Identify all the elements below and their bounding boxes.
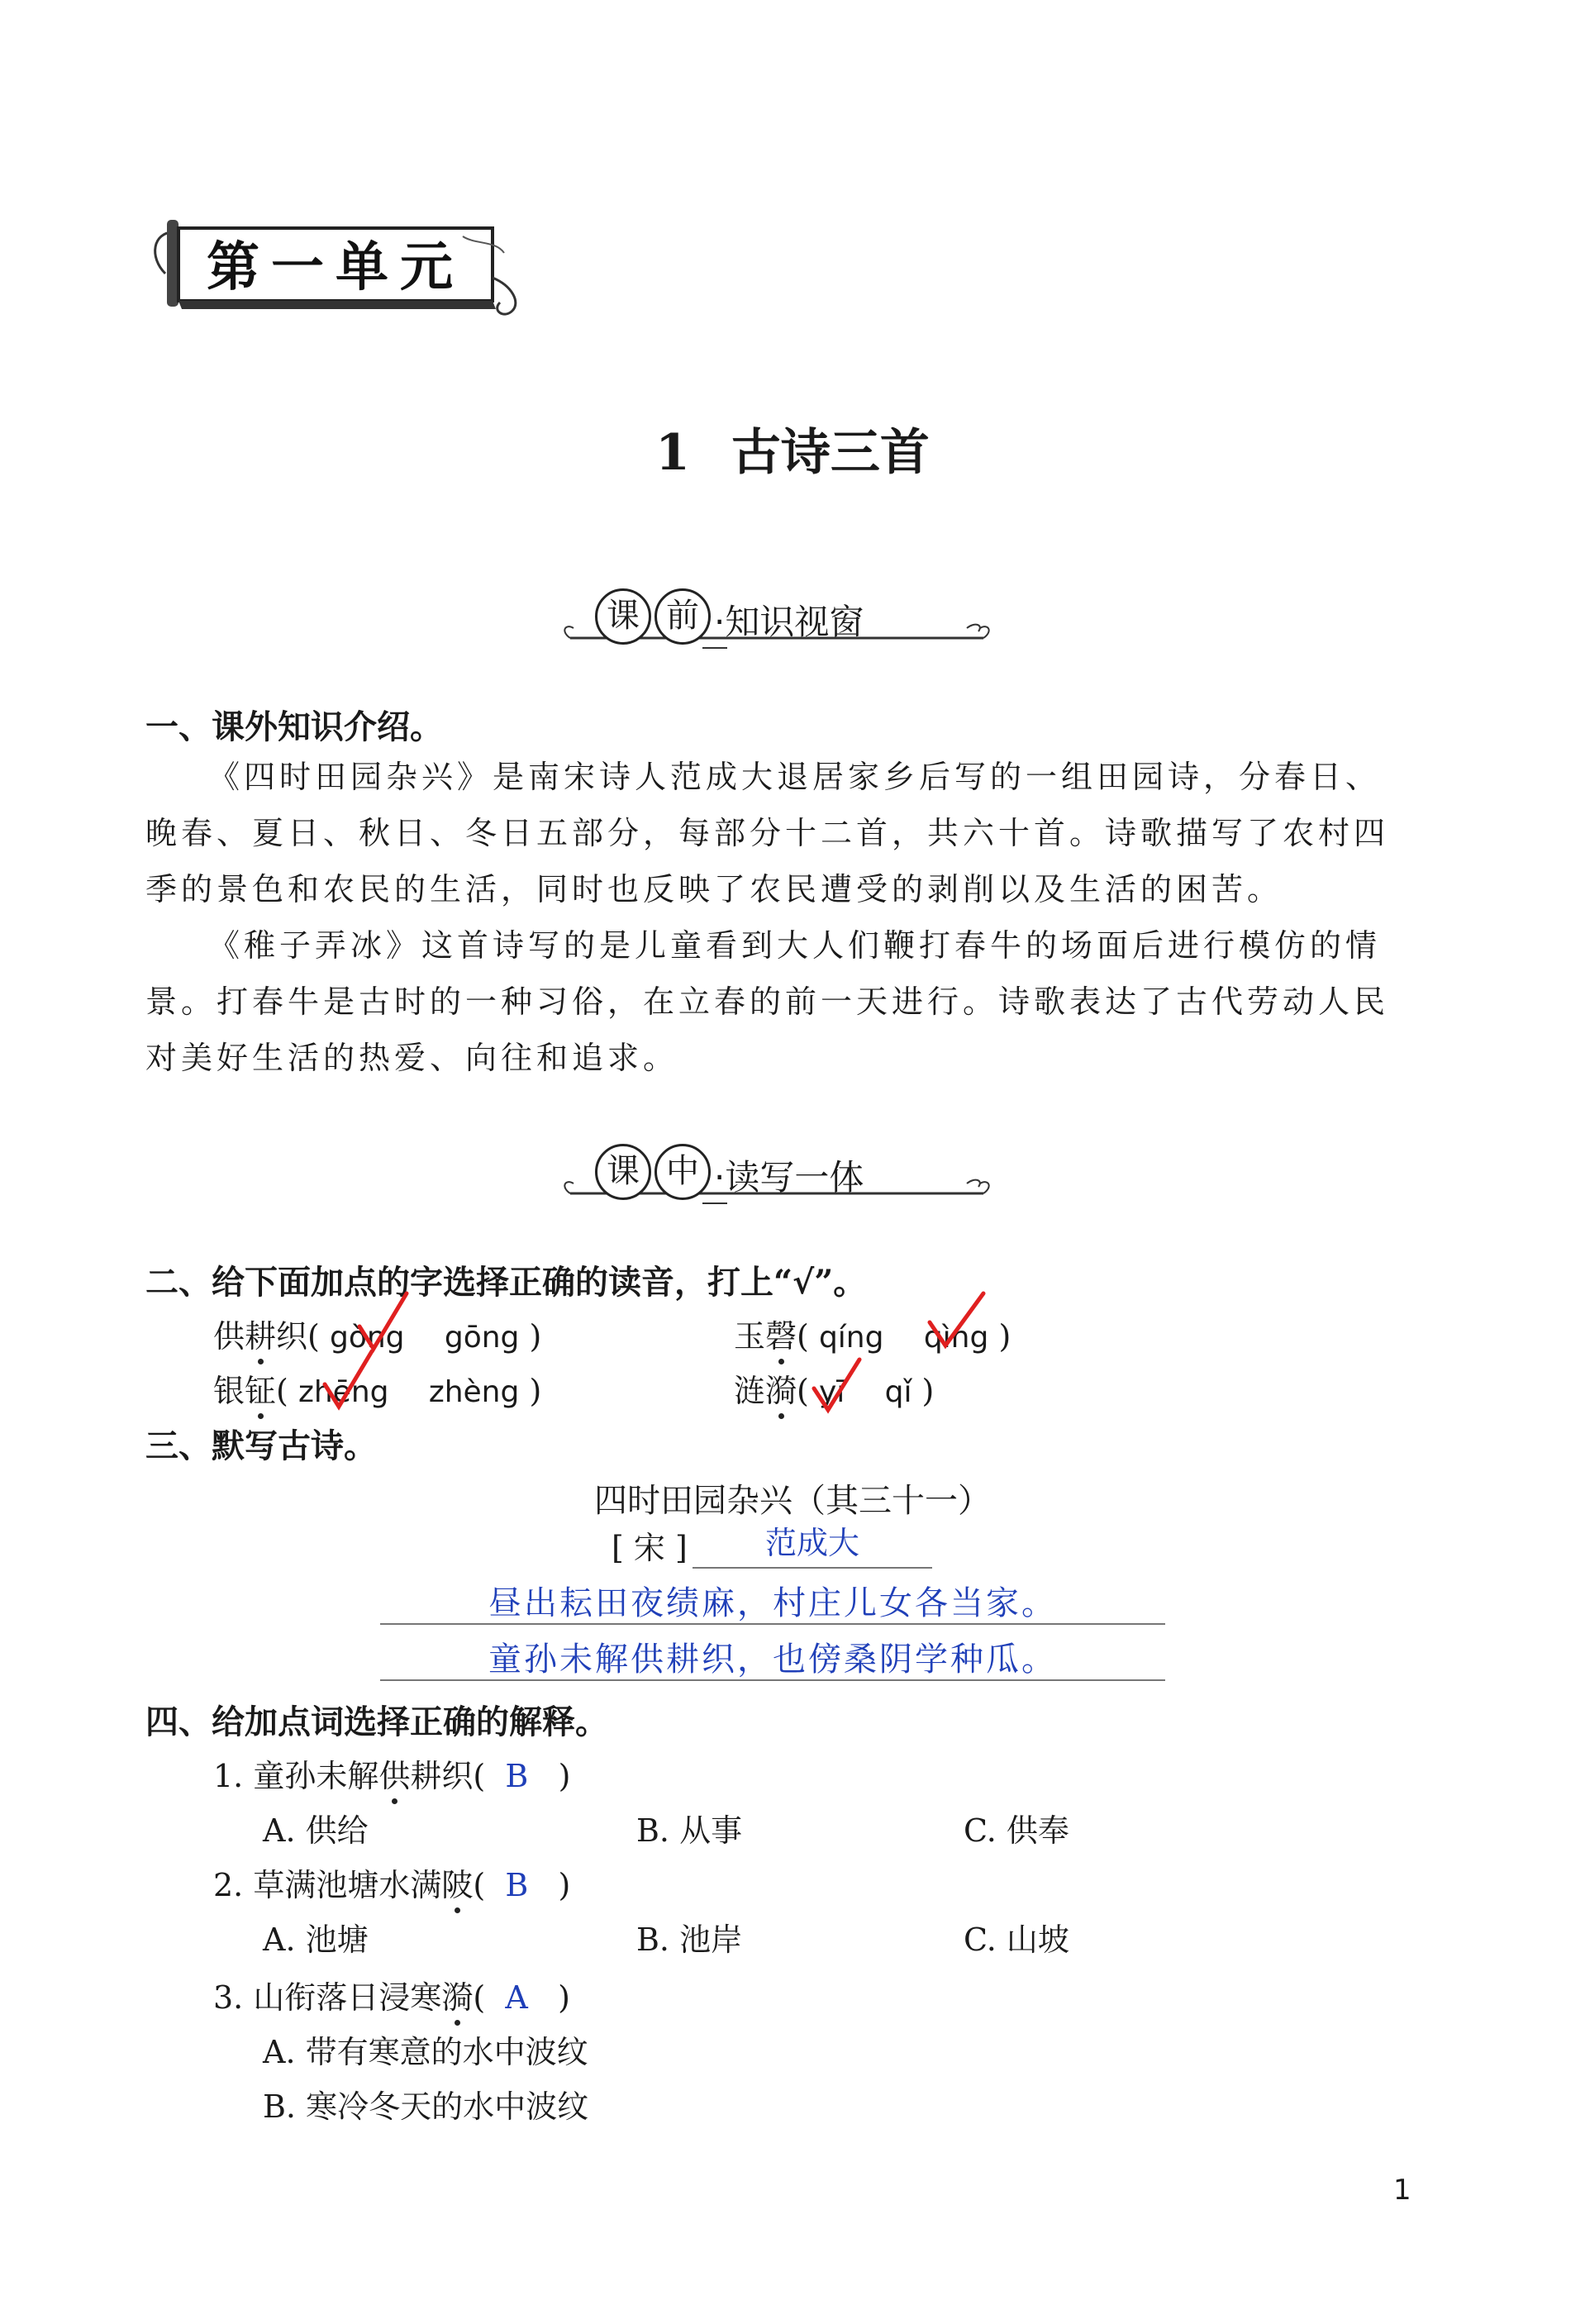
question-4-heading: 四、给加点词选择正确的解释。 <box>145 1703 608 1741</box>
dotted-char: 漪 <box>765 1373 797 1409</box>
pinyin-option: gòng <box>329 1321 405 1355</box>
item-text: 耕织 <box>410 1758 474 1794</box>
option: C. 山坡 <box>964 1922 1069 1958</box>
question-2-heading: 二、给下面加点的字选择正确的读音，打上“√”。 <box>145 1263 867 1302</box>
section-circle-char: 课 <box>595 1144 651 1200</box>
author-answer: 范成大 <box>764 1525 859 1561</box>
section-circle-char: 前 <box>654 588 711 645</box>
pinyin-option: gōng <box>444 1321 520 1355</box>
dotted-char: 磬 <box>765 1318 797 1355</box>
paren: ) <box>529 1318 542 1355</box>
paren: ) <box>529 1373 542 1409</box>
q4-item: 2. 草满池塘水满陂( B ) <box>213 1867 571 1903</box>
word-char: 玉 <box>734 1318 766 1355</box>
section-title: ·知识视窗 <box>714 602 864 642</box>
option: B. 从事 <box>636 1812 743 1849</box>
paren: ) <box>998 1318 1011 1355</box>
item-number: 2. <box>213 1867 244 1903</box>
check-mark-icon <box>923 1289 992 1355</box>
section-title: ·读写一体 <box>714 1157 864 1198</box>
pinyin-option: zhèng <box>428 1375 520 1409</box>
author-underline <box>693 1567 932 1569</box>
pinyin-option: qíng <box>818 1321 884 1355</box>
item-number: 1. <box>213 1758 244 1794</box>
section-header-in-class <box>562 1132 992 1231</box>
item-text: 山衔落日浸寒 <box>253 1979 442 2016</box>
word-char: 织 <box>276 1318 308 1355</box>
paren: ( <box>797 1318 809 1355</box>
option: C. 供奉 <box>964 1812 1069 1849</box>
dotted-char: 漪 <box>441 1979 474 2016</box>
option: B. 寒冷冬天的水中波纹 <box>263 2088 589 2125</box>
question-3-heading: 三、默写古诗。 <box>145 1426 377 1465</box>
bracket: ] <box>675 1530 688 1566</box>
check-mark-icon <box>321 1347 378 1413</box>
lesson-title <box>0 413 1585 484</box>
item-text: 童孙未解 <box>253 1758 379 1794</box>
poem-line-rule <box>380 1623 1165 1625</box>
dotted-char: 耕 <box>245 1318 277 1355</box>
item-text: 草满池塘水满 <box>253 1867 442 1903</box>
answer-letter: A <box>505 1979 528 2016</box>
poem-title: 四时田园杂兴（其三十一） <box>594 1482 991 1520</box>
question-1-heading: 一、课外知识介绍。 <box>145 707 443 746</box>
word-char: 涟 <box>734 1373 766 1409</box>
paragraph: 《四时田园杂兴》是南宋诗人范成大退居家乡后写的一组田园诗，分春日、晚春、夏日、秋日、冬日五部分，每部分十二首，共六十首。诗歌描写了农村四季的景色和农民的生活，同时也反映了农民遭受的剥削以及生活的困苦。 <box>145 759 1390 907</box>
pinyin-option: zhēng <box>297 1375 389 1409</box>
word-char: 供 <box>213 1318 245 1355</box>
paren: ( <box>797 1373 809 1409</box>
q4-item: 1. 童孙未解供耕织( B ) <box>213 1758 571 1794</box>
section-circle-char: 课 <box>595 588 651 645</box>
paragraph: 《稚子弄冰》这首诗写的是儿童看到大人们鞭打春牛的场面后进行模仿的情景。打春牛是古时的一种习俗，在立春的前一天进行。诗歌表达了古代劳动人民对美好生活的热爱、向往和追求。 <box>145 927 1390 1076</box>
check-mark-icon <box>810 1355 868 1422</box>
poem-dynasty <box>612 1522 688 1568</box>
paren: ( <box>276 1373 288 1409</box>
option: A. 池塘 <box>263 1922 369 1958</box>
poem-line-rule <box>380 1679 1165 1681</box>
option: B. 池岸 <box>636 1922 743 1958</box>
word-char: 银 <box>213 1373 245 1409</box>
option: A. 带有寒意的水中波纹 <box>263 2034 588 2070</box>
check-mark-icon <box>355 1289 413 1355</box>
dotted-char: 供 <box>378 1758 411 1794</box>
pinyin-option: yī <box>818 1375 845 1409</box>
section-header-before-class <box>562 577 992 676</box>
dotted-char: 陂 <box>441 1867 474 1903</box>
paren: ) <box>921 1373 935 1409</box>
page-number: 1 <box>1393 2174 1411 2207</box>
section-circle-char: 中 <box>654 1144 711 1200</box>
pinyin-option: qǐ <box>884 1375 912 1409</box>
item-number: 3. <box>213 1979 244 2016</box>
dynasty-text: 宋 <box>633 1530 665 1566</box>
question-1-text <box>145 749 1410 1086</box>
lesson-name: 古诗三首 <box>731 424 930 482</box>
answer-letter: B <box>505 1758 529 1794</box>
pinyin-option: qìng <box>923 1321 989 1355</box>
poem-line-answer: 童孙未解供耕织，也傍桑阴学种瓜。 <box>488 1641 1057 1679</box>
dotted-char: 钲 <box>245 1373 277 1409</box>
q4-item: 3. 山衔落日浸寒漪( A ) <box>213 1979 570 2016</box>
unit-title: 第一单元 <box>207 236 464 298</box>
paren: ( <box>307 1318 320 1355</box>
answer-letter: B <box>505 1867 529 1903</box>
bracket: [ <box>612 1530 624 1566</box>
lesson-number: 1 <box>655 424 690 482</box>
option: A. 供给 <box>263 1812 369 1849</box>
poem-line-answer: 昼出耘田夜绩麻，村庄儿女各当家。 <box>488 1584 1057 1622</box>
